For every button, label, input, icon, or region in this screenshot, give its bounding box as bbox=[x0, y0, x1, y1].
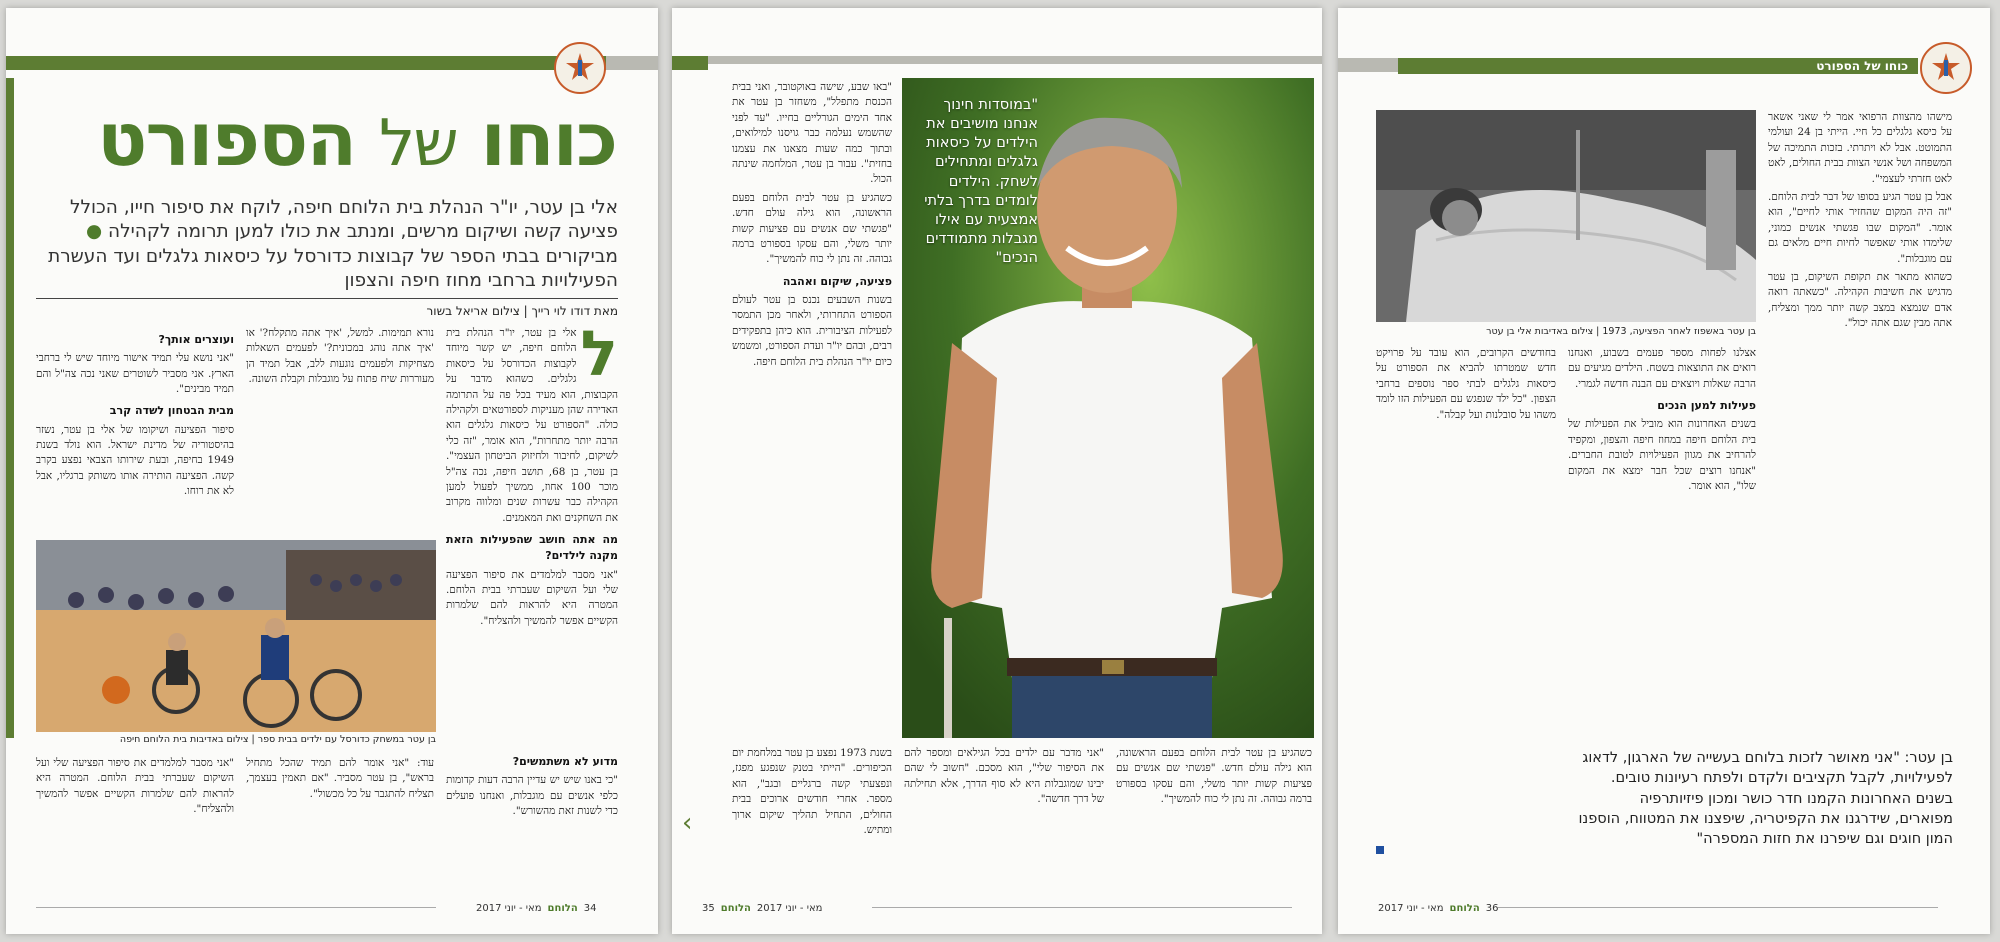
magazine-name: הלוחם bbox=[1449, 903, 1480, 914]
column-text: סיפור הפציעה ושיקומו של אלי בן עטר, נשזר בהיסטוריה של מדינת ישראל. הוא נולד בשנת 1949 בחיפה, ובעת שירותו הצבאי נפצע בקרב קשה. הפציעה הותירה אותו משותק ברגליו, אבל לא את רוחו. bbox=[36, 423, 234, 498]
column-subheading: מבית הבטחון לשדה קרב bbox=[109, 404, 234, 418]
column-text: אלי בן עטר, יו"ר הנהלת בית הלוחם חיפה, יש קשר מיוחד לקבוצות הכדורסל על כיסאות גלגלים. כשהוא מדבר על הקבוצות, הוא מעיד בכל פה על התרומה האדירה שהן מעניקות לספורטאים ולקהילה כולה. "הספורט על כיסאות גלגלים הוא הרבה יותר מתחרות", הוא אומר, "זה כלי לשיקום, לחיבור ולחיזוק הביטחון העצמי". בן עטר, בן 68, תושב חיפה, נכה צה"ל מוכר 100 אחוז, ממשיך לפעול למען הקהילה כבר עשרות שנים ומלווה מקרוב את השחקנים ואת המאמנים. bbox=[446, 327, 618, 524]
page-footer bbox=[476, 903, 596, 914]
page-edge-bar bbox=[6, 78, 14, 738]
page-35 bbox=[672, 8, 1322, 934]
column-subheading: ועוצרים אותך? bbox=[158, 333, 234, 346]
hospital-photo bbox=[1376, 110, 1756, 322]
column-text: אצלנו לפחות מספר פעמים בשבוע, ואנחנו רואים את התוצאות בשטח. הילדים מגיעים עם הרבה שאלות ויוצאים עם הבנה חדשה לגמרי. bbox=[1568, 347, 1756, 390]
column-text: "באו שבע, שישה באוקטובר, ואני בבית הכנסת מתפלל", משחזר בן עטר את אחד הימים הגורליים בחייו. "עד לפני שהשמש נעלמה כבר גויסנו למילואים, ובתוך כמה שעות מצאנו את עצמנו בחזית". עבור בן עטר, המלחמה שינתה הכול. bbox=[732, 81, 892, 186]
photo-illustration bbox=[1376, 110, 1756, 322]
photo-caption: בן עטר במשחק כדורסל עם ילדים בבית ספר | צילום באדיבות בית הלוחם חיפה bbox=[119, 734, 436, 745]
article-column-bottom-3 bbox=[1116, 746, 1312, 864]
article-column-bottom-1 bbox=[446, 748, 618, 868]
wheelchair-basketball-photo bbox=[36, 540, 436, 732]
article-column-bottom-1 bbox=[732, 746, 892, 864]
column-subheading: פעילות למען הנכים bbox=[1657, 399, 1756, 413]
column-text: כשהגיע בן עטר לבית הלוחם בפעם הראשונה, הוא גילה עולם חדש. "פגשתי שם אנשים עם פציעות קשות יותר משלי, והם עסקו בספורט ברמה גבוהה. זה נתן לי כוח להמשיך". bbox=[732, 191, 892, 266]
footer-rule bbox=[36, 907, 436, 908]
article-column-3 bbox=[1376, 346, 1556, 731]
article-column-2 bbox=[1568, 346, 1756, 731]
divider bbox=[36, 298, 618, 299]
page-footer bbox=[1378, 903, 1498, 914]
column-text: בשנת 1973 נפצע בן עטר במלחמת יום הכיפורים. "הייתי בטנק שנפגע מפגז, ונפצעתי קשה ברגליים ובגב", הוא מספר. אחרי חודשים ארוכים בבית החולים, התחיל תהליך שיקום ארוך ומתיש. bbox=[732, 747, 892, 836]
footer-rule bbox=[872, 907, 1292, 908]
column-text: עוד: "אני אומר להם תמיד שהכל מתחיל בראש", בן עטר מסביר. "אם תאמין בעצמך, תצליח להתגבר על כל מכשול". bbox=[246, 757, 434, 800]
column-text: "אני מסבר למלמדים את סיפור הפציעה שלי ועל השיקום שעברתי בבית הלוחם. המטרה היא להראות להם שלמרות הקשיים אפשר להמשיך ולהצליח". bbox=[36, 757, 234, 816]
page-number: 35 bbox=[702, 903, 715, 914]
footer-date: מאי - יוני 2017 bbox=[1378, 903, 1444, 914]
subtitle-text-2: מביקורים בבתי הספר של קבוצות כדורסל על כיסאות גלגלים ועד העשרת הפעילויות ברחבי מחוז חיפה והצפון bbox=[48, 245, 618, 292]
organization-logo bbox=[1920, 42, 1972, 94]
footer-date: מאי - יוני 2017 bbox=[756, 903, 823, 914]
column-text: "אני נושא עלי תמיד אישור מיוחד שיש לי ברחבי הארץ. אני מסביר לשוטרים שאני נכה צה"ל והם תמיד מבינים". bbox=[36, 352, 234, 396]
magazine-name: הלוחם bbox=[547, 903, 578, 914]
page-34 bbox=[6, 8, 658, 934]
page-36 bbox=[1338, 8, 1990, 934]
photo-quote: "במוסדות חינוך אנחנו מושיבים את הילדים על כיסאות גלגלים ומתחילים לשחק. הילדים לומדים בדרך בלתי אמצעית עם אילו מגבלות מתמודדים הנכים" bbox=[924, 97, 1038, 266]
article-column-bottom-2 bbox=[904, 746, 1104, 864]
footer-date: מאי - יוני 2017 bbox=[476, 903, 542, 914]
page-number: 34 bbox=[583, 903, 597, 914]
header-stripe-end bbox=[606, 56, 658, 70]
magazine-name: הלוחם bbox=[720, 903, 751, 914]
header-stripe-start bbox=[1338, 58, 1398, 72]
article-column-1 bbox=[1768, 110, 1952, 730]
column-text: אבל בן עטר הגיע בסופו של דבר לבית הלוחם. "זה היה המקום שהחזיר אותי לחיים", הוא אומר. "המקום שבו פגשתי אנשים כמוני, שלימדו אותי שאפשר לחיות חיים מלאים גם עם מוגבלות". bbox=[1768, 190, 1952, 265]
continue-arrow-icon: ‹ bbox=[682, 808, 693, 838]
header-stripe bbox=[6, 56, 606, 70]
headline-word-3: הספורט bbox=[97, 97, 356, 183]
column-subheading: פציעה, שיקום ואהבה bbox=[782, 274, 892, 288]
end-mark-icon bbox=[1376, 846, 1384, 854]
star-emblem-icon bbox=[1928, 50, 1964, 86]
byline: מאת דודו לוי רייך | צילום אריאל בשור bbox=[426, 304, 618, 318]
bullet-dot-icon: ● bbox=[86, 221, 103, 243]
photo-caption: בן עטר באשפוז לאחר הפציעה, 1973 | צילום באדיבות אלי בן עטר bbox=[1486, 326, 1756, 337]
column-text: בשנות השבעים נכנס בן עטר לעולם הספורט התחרותי, ולאחר מכן התמסר לפעילות הציבורית. הוא כיהן בתפקידים רבים, ובהם יו"ר ועדת הספורט, ומשמש כיום יו"ר הנהלת בית הלוחם חיפה. bbox=[732, 293, 892, 368]
section-tag: כוחו של הספורט bbox=[1816, 59, 1908, 73]
photo-illustration bbox=[36, 540, 436, 732]
column-text: בחודשים הקרובים, הוא עובד על פרויקט חדש שמטרתו להביא את הספורט על כיסאות גלגלים לבתי ספר נוספים ברחבי הצפון. "כל ילד שנפגש עם הפעילות הזו לומד משהו על סובלנות ועל קבלה". bbox=[1376, 347, 1556, 421]
column-text: "אני מסבר למלמדים את סיפור הפציעה שלי ועל השיקום שעברתי בבית הלוחם. המטרה היא להראות להם שלמרות הקשיים אפשר להמשיך ולהצליח". bbox=[446, 568, 618, 627]
article-column-1 bbox=[446, 326, 618, 736]
article-subtitle bbox=[36, 196, 618, 294]
column-text: "אני מדבר עם ילדים בכל הגילאים ומספר להם את הסיפור שלי", הוא מסכם. "חשוב לי שהם יבינו שמוגבלות היא לא סוף הדרך, אלא תחילתה של דרך חדשה". bbox=[904, 747, 1104, 806]
header-stripe-start bbox=[672, 56, 708, 70]
article-headline bbox=[56, 97, 616, 183]
organization-logo bbox=[554, 42, 606, 94]
star-emblem-icon bbox=[562, 50, 598, 86]
subtitle-text: אלי בן עטר, יו"ר הנהלת בית הלוחם חיפה, לוקח את סיפור חייו, הכולל פציעה קשה ושיקום מרשים, ומנתב את כולו למען תרומה לקהילה bbox=[69, 197, 618, 243]
column-text: כשהגיע בן עטר לבית הלוחם בפעם הראשונה, הוא גילה עולם חדש. "פגשתי שם אנשים עם פציעות קשות יותר משלי, והם עסקו בספורט ברמה גבוהה. זה נתן לי כוח להמשיך". bbox=[1116, 747, 1312, 806]
article-column-1 bbox=[732, 80, 892, 555]
article-column-bottom-3 bbox=[36, 756, 234, 866]
page-footer bbox=[702, 903, 822, 914]
column-subheading: מה אתה חושב שהפעילות הזאת מקנה לילדים? bbox=[446, 533, 618, 563]
column-text: בשנים האחרונות הוא מוביל את הפעילות של בית הלוחם חיפה במחוז חיפה והצפון, ומקפיד להרחיב את מגוון הפעילויות לטובת החברים. "אנחנו רוצים שכל חבר ימצא את המקום שלו", הוא אומר. bbox=[1568, 418, 1756, 492]
pull-quote: בן עטר: "אני מאושר לזכות בלוחם בעשייה של הארגון, לדאוג לפעילויות, לקבל תקציבים ולקדם ולפתח רעיונות טובים. בשנים האחרונות הקמנו חדר כושר ומכון פיזיותרפיה מפוארים, שידרגנו את הקפיטריה, שיפצנו את המטווח, הוספנו המון חוגים וגם שיפרנו את חזות המספרה" bbox=[1578, 750, 1953, 848]
column-text: "כי באנו שיש יש עדיין הרבה דעות קדומות כלפי אנשים עם מוגבלות, ואנחנו פועלים כדי לשנות זאת מהשורש". bbox=[446, 774, 618, 818]
column-text: כשהוא מתאר את תקופת השיקום, בן עטר מדגיש את חשיבות הקהילה. "כשאתה רואה אדם שנמצא במצב קשה יותר ממך ומצליח, אתה מבין שגם אתה יכול". bbox=[1768, 270, 1952, 330]
drop-cap: ל bbox=[580, 326, 618, 390]
page-number: 36 bbox=[1485, 903, 1499, 914]
headline-word-2: של bbox=[378, 107, 457, 181]
headline-word-1: כוחו bbox=[480, 97, 616, 183]
header-stripe bbox=[708, 56, 1322, 64]
article-column-bottom-2 bbox=[246, 756, 434, 866]
footer-rule bbox=[1498, 907, 1938, 908]
column-text: מישהו מהצוות הרפואי אמר לי שאני אשאר על כיסא גלגלים כל חיי. הייתי בן 24 ועולמי התמוטט. אבל לא ויתרתי. בזכות התמיכה של המשפחה ושל אנשי הצוות בבית החולים, לאט לאט חזרתי לעצמי". bbox=[1768, 111, 1952, 185]
column-text: נורא תמימות. למשל, 'איך אתה מתקלח?' או 'איך אתה נוהג במכונית?' לפעמים השאלות מצחיקות ולפעמים נוגעות ללב, אבל תמיד הן מעוררות שיח פתוח על מוגבלות וקבלת השונה. bbox=[246, 327, 434, 386]
column-subheading: מדוע לא משתמשים? bbox=[512, 755, 618, 768]
